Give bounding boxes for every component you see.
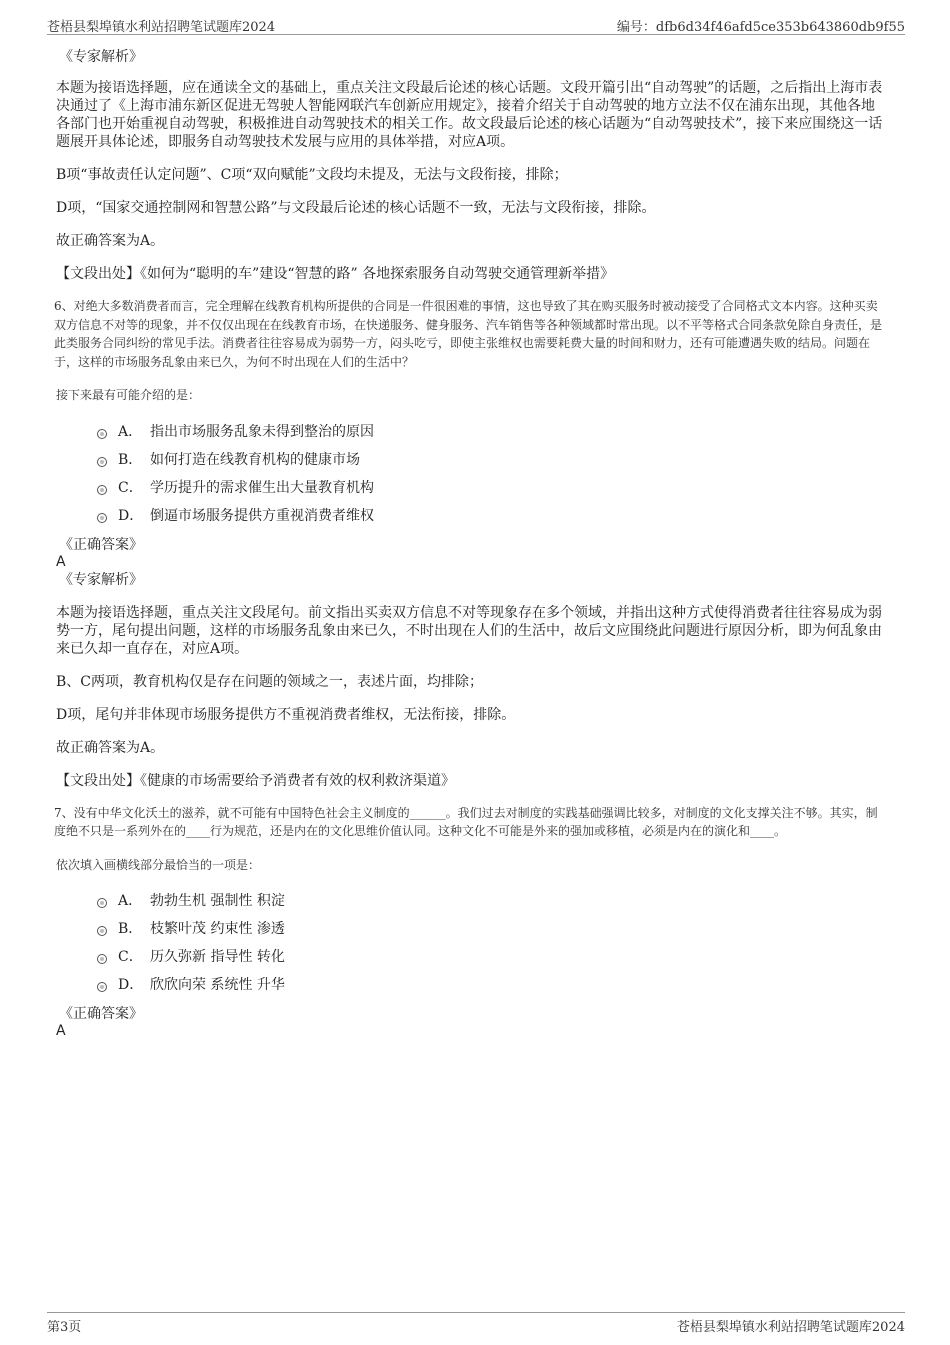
q6-answer-label: 《正确答案》	[59, 536, 143, 553]
q5-analysis-p4: 故正确答案为A。	[56, 233, 165, 249]
q6-option-a[interactable]: A． 指出市场服务乱象未得到整治的原因	[56, 418, 888, 446]
radio-icon[interactable]	[97, 926, 107, 936]
q7-prompt: 依次填入画横线部分最恰当的一项是：	[56, 857, 261, 872]
radio-icon[interactable]	[97, 485, 107, 495]
radio-icon[interactable]	[97, 457, 107, 467]
q6-analysis-p2: B、C两项，教育机构仅是存在问题的领域之一，表述片面，均排除；	[56, 673, 483, 690]
radio-icon[interactable]	[97, 429, 107, 439]
page-header	[47, 14, 905, 35]
footer-page-number: 第3页	[47, 1320, 82, 1335]
q5-analysis-label: 《专家解析》	[59, 49, 143, 65]
radio-icon[interactable]	[97, 954, 107, 964]
q5-analysis-p2: B项“事故责任认定问题”、C项“双向赋能”文段均未提及，无法与文段衔接，排除；	[56, 167, 568, 183]
radio-icon[interactable]	[97, 898, 107, 908]
q5-analysis-p3: D项，“国家交通控制网和智慧公路”与文段最后论述的核心话题不一致，无法与文段衔接，排除。	[56, 200, 656, 216]
q6-source: 【文段出处】《健康的市场需要给予消费者有效的权利救济渠道》	[56, 772, 455, 789]
q6-option-d[interactable]: D． 倒逼市场服务提供方重视消费者维权	[56, 502, 888, 530]
q6-analysis-label: 《专家解析》	[59, 571, 143, 588]
q7-option-c[interactable]: C． 历久弥新 指导性 转化	[56, 943, 888, 971]
radio-icon[interactable]	[97, 513, 107, 523]
q7-option-b[interactable]: B． 枝繁叶茂 约束性 渗透	[56, 915, 888, 943]
q7-options	[56, 887, 888, 999]
q7-answer: A	[56, 1023, 66, 1039]
q7-answer-label: 《正确答案》	[59, 1006, 143, 1022]
header-code: 编号：dfb6d34f46afd5ce353b643860db9f55	[616, 20, 905, 35]
document-body	[56, 48, 888, 1040]
q5-source: 【文段出处】《如何为“聪明的车”建设“智慧的路” 各地探索服务自动驾驶交通管理新举措》	[56, 266, 615, 282]
q6-prompt: 接下来最有可能介绍的是：	[56, 388, 201, 402]
q7-stem: 7、没有中华文化沃土的滋养，就不可能有中国特色社会主义制度的______。我们过去对制度的实践基础强调比较多，对制度的文化支撑关注不够。其实，制度绝不只是一系列外在的____行为规范，还是内在的文化思维价值认同。这种文化不可能是外来的强加或移植，必须是内在的演化和____。	[54, 805, 878, 838]
q7-option-a[interactable]: A． 勃勃生机 强制性 积淀	[56, 887, 888, 915]
q6-analysis-p1: 本题为接语选择题，重点关注文段尾句。前文指出买卖双方信息不对等现象存在多个领域，并指出这种方式使得消费者往往容易成为弱势一方，尾句提出问题，这样的市场服务乱象由来已久，不时出现在人们的生活中，故后文应围绕此问题进行原因分析，即为何乱象由来已久却一直存在，对应A项。	[56, 604, 882, 657]
q6-answer: A	[56, 553, 66, 570]
q6-option-c[interactable]: C． 学历提升的需求催生出大量教育机构	[56, 474, 888, 502]
q6-analysis-p3: D项，尾句并非体现市场服务提供方不重视消费者维权，无法衔接，排除。	[56, 706, 516, 723]
footer-title: 苍梧县梨埠镇水利站招聘笔试题库2024	[676, 1320, 905, 1335]
q6-stem: 6、对绝大多数消费者而言，完全理解在线教育机构所提供的合同是一件很困难的事情，这也导致了其在购买服务时被动接受了合同格式文本内容。这种买卖双方信息不对等的现象，并不仅仅出现在在线教育市场，在快递服务、健身服务、汽车销售等各种领域都时常出现。以不平等格式合同条款免除自身责任，是此类服务合同纠纷的常见手法。消费者往往容易成为弱势一方，闷头吃亏，即使主张维权也需要耗费大量的时间和财力，还有可能遭遇失败的结局。问题在于，这样的市场服务乱象由来已久，为何不时出现在人们的生活中？	[54, 299, 883, 369]
q7-option-d[interactable]: D． 欣欣向荣 系统性 升华	[56, 971, 888, 999]
q6-analysis-p4: 故正确答案为A。	[56, 739, 165, 756]
q6-options	[56, 418, 888, 530]
q5-analysis-p1: 本题为接语选择题，应在通读全文的基础上，重点关注文段最后论述的核心话题。文段开篇引出“自动驾驶”的话题，之后指出上海市表决通过了《上海市浦东新区促进无驾驶人智能网联汽车创新应用规定》，接着介绍关于自动驾驶的地方立法不仅在浦东出现，其他各地各部门也开始重视自动驾驶，积极推进自动驾驶技术的相关工作。故文段最后论述的核心话题为“自动驾驶技术”，接下来应围绕这一话题展开具体论述，即服务自动驾驶技术发展与应用的具体举措，对应A项。	[56, 80, 883, 150]
radio-icon[interactable]	[97, 982, 107, 992]
header-title: 苍梧县梨埠镇水利站招聘笔试题库2024	[47, 20, 276, 35]
page-footer	[47, 1312, 905, 1337]
q6-option-b[interactable]: B． 如何打造在线教育机构的健康市场	[56, 446, 888, 474]
